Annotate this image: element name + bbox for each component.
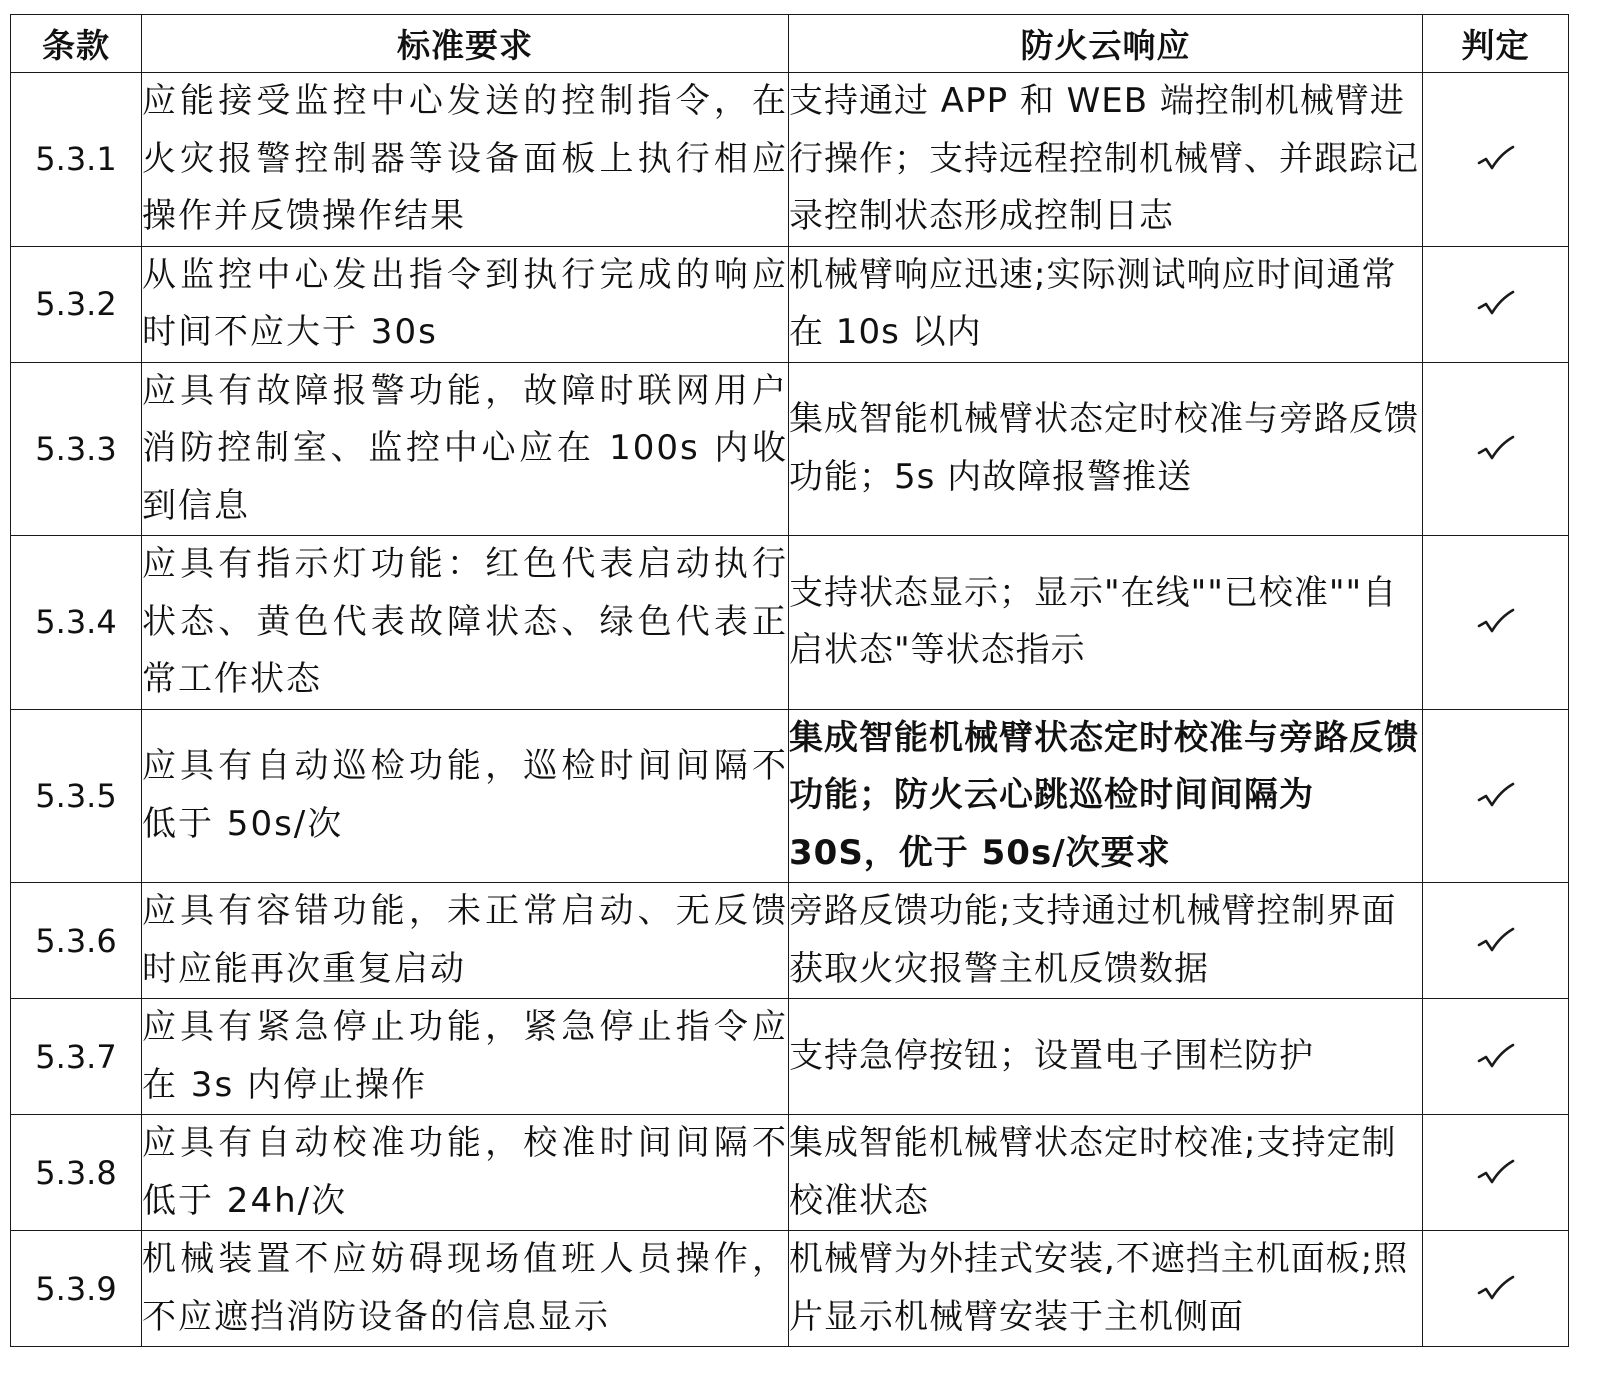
header-clause: 条款 — [11, 15, 142, 73]
checkmark-icon — [1476, 607, 1516, 641]
verdict-cell — [1423, 536, 1569, 710]
header-row — [11, 15, 1569, 73]
table-header — [11, 15, 1569, 73]
requirement-text: 应具有容错功能，未正常启动、无反馈时应能再次重复启动 — [142, 883, 789, 999]
verdict-cell — [1423, 246, 1569, 362]
header-response: 防火云响应 — [789, 15, 1423, 73]
table-row — [11, 709, 1569, 883]
compliance-table-wrapper — [10, 14, 1569, 1347]
checkmark-icon — [1476, 781, 1516, 815]
table-row — [11, 883, 1569, 999]
clause-number: 5.3.4 — [11, 536, 142, 710]
clause-number: 5.3.1 — [11, 73, 142, 247]
header-verdict: 判定 — [1423, 15, 1569, 73]
clause-number: 5.3.6 — [11, 883, 142, 999]
requirement-text: 从监控中心发出指令到执行完成的响应时间不应大于 30s — [142, 246, 789, 362]
verdict-cell — [1423, 362, 1569, 536]
clause-number: 5.3.8 — [11, 1115, 142, 1231]
clause-number: 5.3.9 — [11, 1231, 142, 1347]
requirement-text: 应具有自动巡检功能，巡检时间间隔不低于 50s/次 — [142, 709, 789, 883]
table-body — [11, 73, 1569, 1347]
response-text: 支持通过 APP 和 WEB 端控制机械臂进行操作；支持远程控制机械臂、并跟踪记录控制状态形成控制日志 — [789, 73, 1423, 247]
checkmark-icon — [1476, 1042, 1516, 1076]
verdict-cell — [1423, 1115, 1569, 1231]
table-row — [11, 536, 1569, 710]
requirement-text: 应具有故障报警功能，故障时联网用户消防控制室、监控中心应在 100s 内收到信息 — [142, 362, 789, 536]
clause-number: 5.3.5 — [11, 709, 142, 883]
verdict-cell — [1423, 1231, 1569, 1347]
clause-number: 5.3.2 — [11, 246, 142, 362]
checkmark-icon — [1476, 144, 1516, 178]
clause-number: 5.3.7 — [11, 999, 142, 1115]
verdict-cell — [1423, 709, 1569, 883]
table-row — [11, 1115, 1569, 1231]
requirement-text: 机械装置不应妨碍现场值班人员操作，不应遮挡消防设备的信息显示 — [142, 1231, 789, 1347]
checkmark-icon — [1476, 289, 1516, 323]
response-text: 集成智能机械臂状态定时校准与旁路反馈功能；防火云心跳巡检时间间隔为 30S，优于 50s/次要求 — [789, 709, 1423, 883]
table-row — [11, 1231, 1569, 1347]
verdict-cell — [1423, 73, 1569, 247]
response-text: 集成智能机械臂状态定时校准;支持定制校准状态 — [789, 1115, 1423, 1231]
verdict-cell — [1423, 999, 1569, 1115]
response-text: 支持状态显示；显示"在线""已校准""自启状态"等状态指示 — [789, 536, 1423, 710]
requirement-text: 应能接受监控中心发送的控制指令，在火灾报警控制器等设备面板上执行相应操作并反馈操作结果 — [142, 73, 789, 247]
response-text: 机械臂为外挂式安装,不遮挡主机面板;照片显示机械臂安装于主机侧面 — [789, 1231, 1423, 1347]
checkmark-icon — [1476, 434, 1516, 468]
checkmark-icon — [1476, 926, 1516, 960]
response-text: 支持急停按钮；设置电子围栏防护 — [789, 999, 1423, 1115]
requirement-text: 应具有紧急停止功能，紧急停止指令应在 3s 内停止操作 — [142, 999, 789, 1115]
table-row — [11, 246, 1569, 362]
requirement-text: 应具有指示灯功能：红色代表启动执行状态、黄色代表故障状态、绿色代表正常工作状态 — [142, 536, 789, 710]
table-row — [11, 999, 1569, 1115]
response-text: 旁路反馈功能;支持通过机械臂控制界面获取火灾报警主机反馈数据 — [789, 883, 1423, 999]
clause-number: 5.3.3 — [11, 362, 142, 536]
checkmark-icon — [1476, 1274, 1516, 1308]
compliance-table — [10, 14, 1569, 1347]
table-row — [11, 362, 1569, 536]
table-row — [11, 73, 1569, 247]
requirement-text: 应具有自动校准功能，校准时间间隔不低于 24h/次 — [142, 1115, 789, 1231]
checkmark-icon — [1476, 1158, 1516, 1192]
verdict-cell — [1423, 883, 1569, 999]
response-text: 集成智能机械臂状态定时校准与旁路反馈功能；5s 内故障报警推送 — [789, 362, 1423, 536]
response-text: 机械臂响应迅速;实际测试响应时间通常在 10s 以内 — [789, 246, 1423, 362]
header-requirement: 标准要求 — [142, 15, 789, 73]
